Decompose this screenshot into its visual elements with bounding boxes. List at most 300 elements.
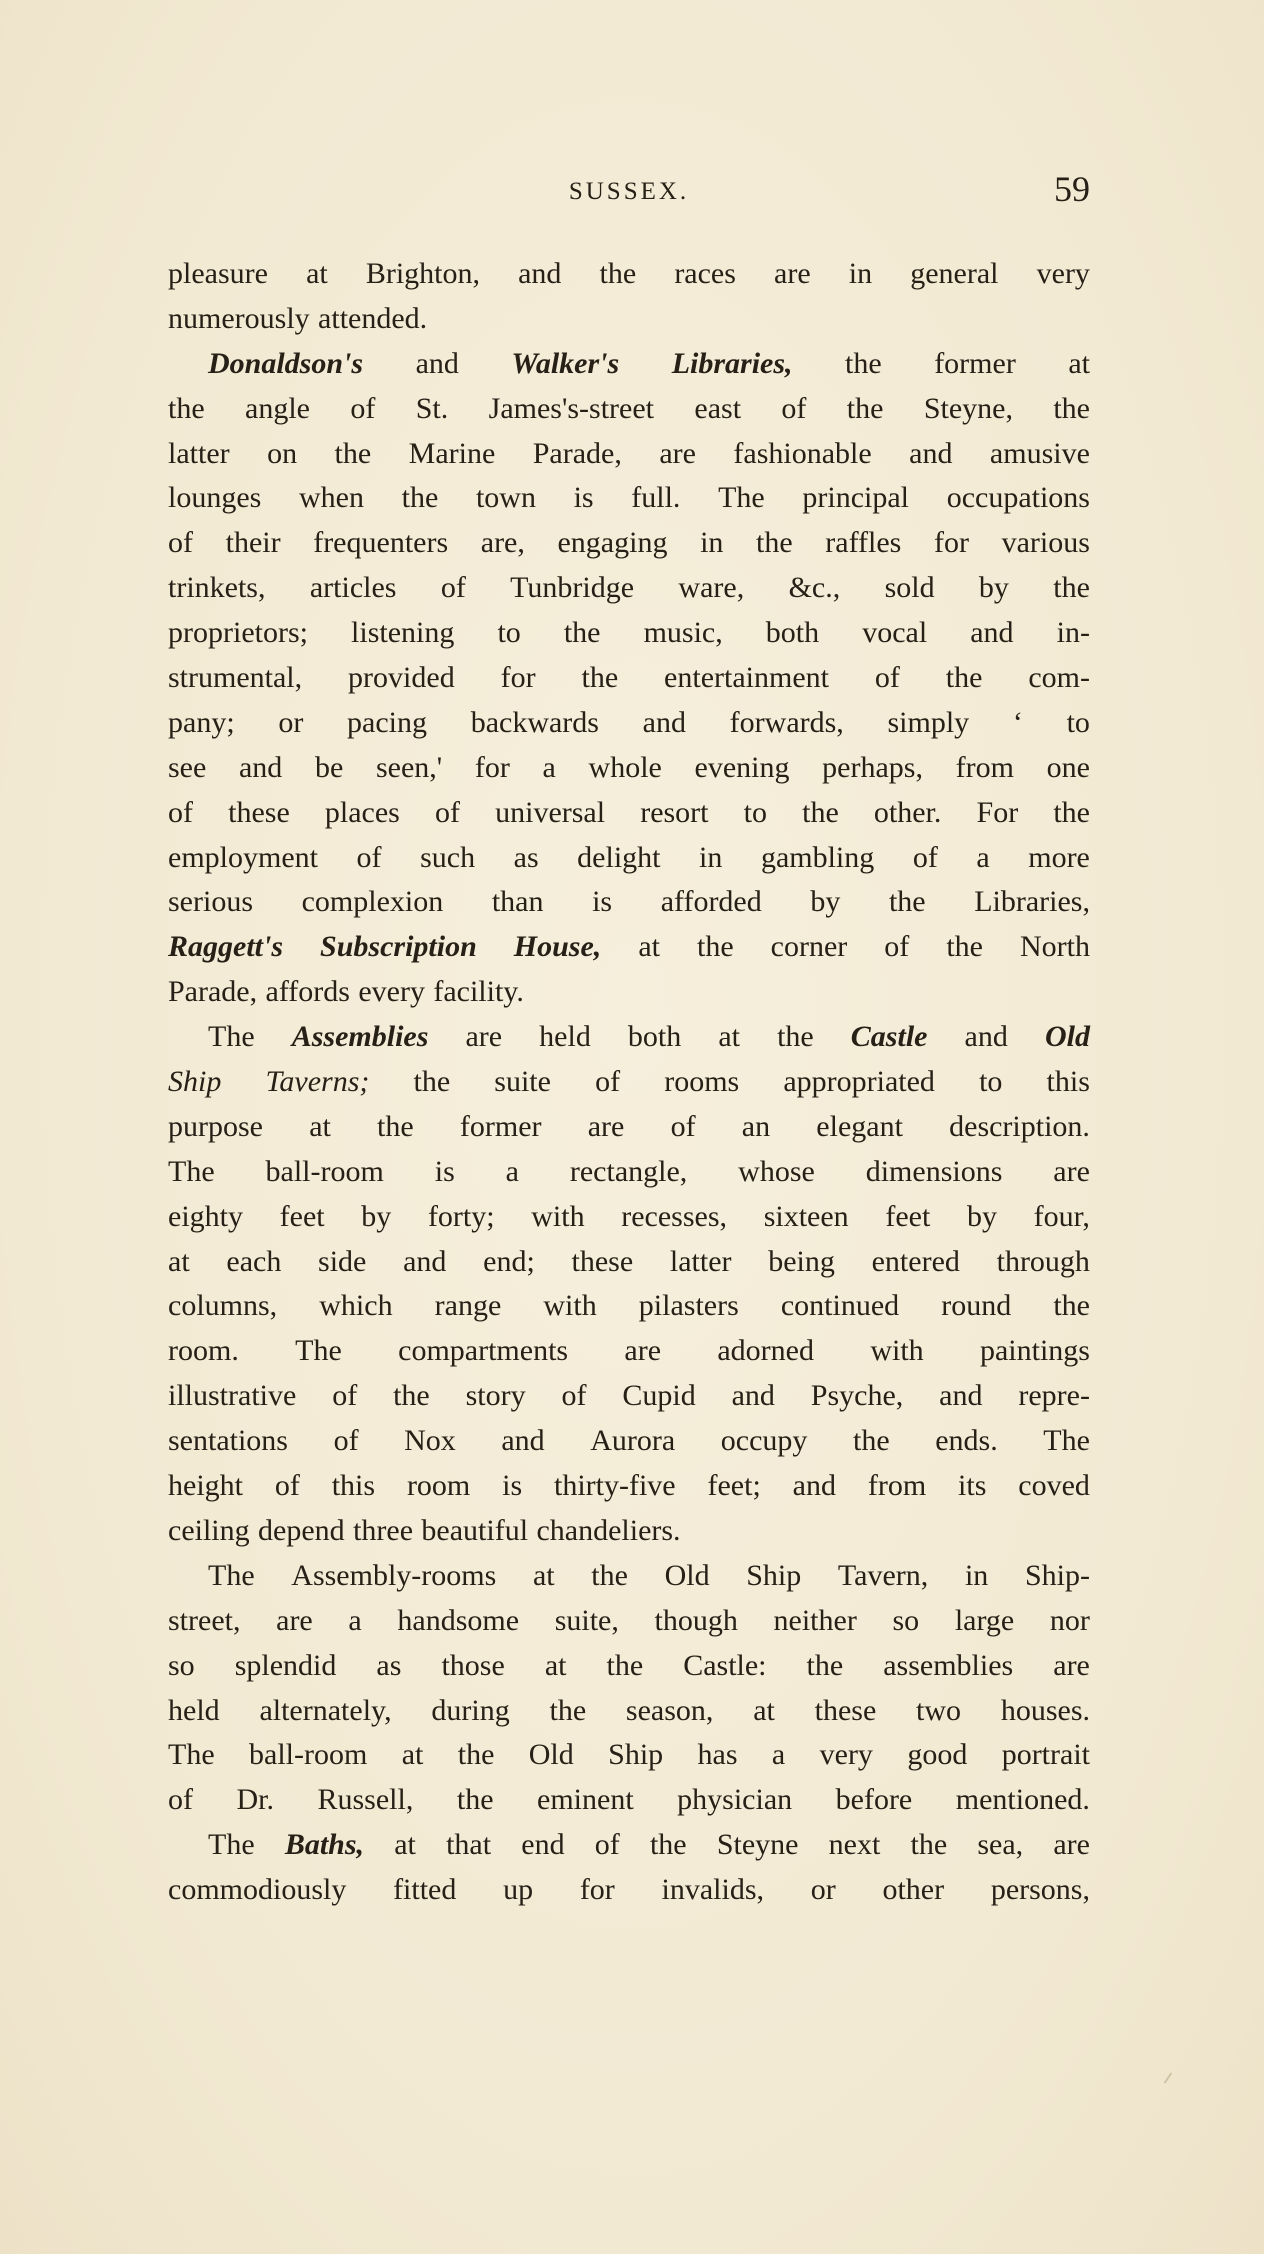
text-line bbox=[168, 1599, 1090, 1644]
word: the bbox=[649, 1828, 687, 1862]
text-line bbox=[168, 701, 1090, 746]
word: held bbox=[168, 1693, 220, 1727]
word: an bbox=[741, 1109, 771, 1143]
word: mentioned. bbox=[955, 1783, 1090, 1817]
word: for bbox=[500, 661, 536, 695]
word: at bbox=[532, 1558, 555, 1592]
word: of bbox=[356, 840, 382, 874]
word: repre- bbox=[1018, 1379, 1090, 1413]
word: suite bbox=[494, 1065, 551, 1099]
word: thirty-five bbox=[554, 1469, 676, 1503]
word: Tunbridge bbox=[510, 571, 635, 605]
word: alternately, bbox=[259, 1693, 392, 1727]
word: of bbox=[434, 795, 460, 829]
word: neither bbox=[773, 1603, 857, 1637]
text-line bbox=[168, 1509, 1090, 1554]
word: the bbox=[563, 616, 601, 650]
word: is bbox=[592, 885, 613, 919]
word: these bbox=[571, 1244, 634, 1278]
word: are bbox=[1053, 1828, 1090, 1862]
word: from bbox=[955, 750, 1014, 784]
word: and bbox=[415, 346, 459, 380]
word: Taverns; bbox=[265, 1065, 370, 1099]
word: House, bbox=[513, 930, 602, 964]
word: four, bbox=[1033, 1199, 1090, 1233]
word: to bbox=[743, 795, 767, 829]
word: latter bbox=[669, 1244, 732, 1278]
text-line bbox=[168, 1733, 1090, 1778]
word: and bbox=[518, 257, 562, 290]
word: Assembly-rooms bbox=[291, 1558, 497, 1592]
word: Parade, bbox=[532, 436, 622, 470]
word: engaging bbox=[557, 526, 668, 560]
word: in bbox=[964, 1558, 989, 1592]
word: in- bbox=[1056, 616, 1090, 650]
word: in bbox=[848, 257, 873, 290]
word: both bbox=[765, 616, 820, 650]
word: whole bbox=[588, 750, 662, 784]
text-line bbox=[168, 1195, 1090, 1240]
word: gambling bbox=[760, 840, 875, 874]
word: be bbox=[314, 750, 344, 784]
word: &c., bbox=[788, 571, 841, 605]
word: very bbox=[1036, 257, 1090, 290]
word: pleasure bbox=[168, 257, 268, 290]
word: of bbox=[595, 1065, 621, 1099]
word: North bbox=[1019, 930, 1090, 964]
text-line bbox=[168, 1419, 1090, 1464]
word: one bbox=[1046, 750, 1090, 784]
text-line bbox=[168, 1015, 1090, 1060]
word: affords bbox=[265, 975, 350, 1009]
word: a bbox=[505, 1154, 519, 1188]
word: pany; bbox=[168, 705, 235, 739]
word: commodiously bbox=[168, 1873, 347, 1907]
word: whose bbox=[738, 1154, 815, 1188]
text-line bbox=[168, 925, 1090, 970]
word: Steyne bbox=[716, 1828, 799, 1862]
word: listening bbox=[351, 616, 455, 650]
word: as bbox=[376, 1648, 402, 1682]
word: and bbox=[731, 1379, 775, 1413]
word: to bbox=[1066, 705, 1090, 739]
text-line bbox=[168, 252, 1090, 297]
text-line bbox=[168, 1284, 1090, 1329]
word: Psyche, bbox=[810, 1379, 904, 1413]
word: appropriated bbox=[783, 1065, 935, 1099]
text-line bbox=[168, 1060, 1090, 1105]
word: The bbox=[208, 1828, 255, 1862]
word: are bbox=[1053, 1154, 1090, 1188]
word: provided bbox=[348, 661, 455, 695]
word: each bbox=[226, 1244, 282, 1278]
word: or bbox=[810, 1873, 836, 1907]
word: former bbox=[934, 346, 1016, 380]
word: of bbox=[912, 840, 938, 874]
word: Raggett's bbox=[168, 930, 284, 964]
word: by bbox=[810, 885, 841, 919]
word: The bbox=[168, 1738, 215, 1772]
word: sixteen bbox=[763, 1199, 849, 1233]
word: Castle bbox=[850, 1020, 928, 1054]
word: Walker's bbox=[511, 346, 620, 380]
word: Dr. bbox=[236, 1783, 274, 1817]
word: other. bbox=[873, 795, 942, 829]
word: races bbox=[674, 257, 736, 290]
word: adorned bbox=[717, 1334, 814, 1368]
word: the bbox=[845, 346, 882, 380]
word: both bbox=[627, 1020, 682, 1054]
word: and bbox=[642, 705, 686, 739]
word: and bbox=[403, 1244, 447, 1278]
word: rectangle, bbox=[569, 1154, 688, 1188]
word: the bbox=[1053, 391, 1090, 425]
word: has bbox=[697, 1738, 738, 1772]
word: of bbox=[332, 1379, 358, 1413]
word: height bbox=[168, 1469, 243, 1503]
word: the bbox=[591, 1558, 628, 1592]
word: The bbox=[295, 1334, 342, 1368]
word: are bbox=[587, 1109, 625, 1143]
word: the bbox=[456, 1783, 494, 1817]
word: universal bbox=[495, 795, 606, 829]
text-line bbox=[168, 1105, 1090, 1150]
word: Old bbox=[1044, 1020, 1090, 1054]
word: are, bbox=[480, 526, 525, 560]
word: at bbox=[753, 1693, 775, 1727]
word: see bbox=[168, 750, 207, 784]
word: a bbox=[771, 1738, 786, 1772]
word: the bbox=[756, 526, 793, 560]
word: forty; bbox=[427, 1199, 495, 1233]
word: ball-room bbox=[249, 1738, 368, 1772]
word: the bbox=[393, 1379, 430, 1413]
word: this bbox=[1046, 1065, 1090, 1099]
word: through bbox=[996, 1244, 1090, 1278]
text-line bbox=[168, 656, 1090, 701]
word: of bbox=[333, 1424, 359, 1458]
text-line bbox=[168, 1868, 1090, 1913]
word: a bbox=[348, 1603, 362, 1637]
word: coved bbox=[1018, 1469, 1090, 1503]
word: the bbox=[777, 1020, 814, 1054]
word: Parade, bbox=[168, 975, 258, 1009]
word: rooms bbox=[664, 1065, 740, 1099]
word: a bbox=[542, 750, 556, 784]
word: ends. bbox=[935, 1424, 998, 1458]
text-line bbox=[168, 432, 1090, 477]
word: handsome bbox=[397, 1603, 520, 1637]
text-line bbox=[168, 342, 1090, 387]
word: afforded bbox=[660, 885, 762, 919]
text-line bbox=[168, 387, 1090, 432]
word: end bbox=[521, 1828, 565, 1862]
word: backwards bbox=[470, 705, 599, 739]
word: the bbox=[1053, 795, 1090, 829]
word: are bbox=[1053, 1648, 1090, 1682]
word: Ship- bbox=[1024, 1558, 1090, 1592]
word: Aurora bbox=[590, 1424, 676, 1458]
word: Ship bbox=[168, 1065, 222, 1099]
word: for bbox=[933, 526, 969, 560]
word: dimensions bbox=[865, 1154, 1003, 1188]
text-line bbox=[168, 880, 1090, 925]
word: Marine bbox=[408, 436, 496, 470]
word: paintings bbox=[979, 1334, 1090, 1368]
word: at bbox=[394, 1828, 416, 1862]
word: or bbox=[278, 705, 304, 739]
word: good bbox=[907, 1738, 968, 1772]
text-line bbox=[168, 521, 1090, 566]
text-line bbox=[168, 1240, 1090, 1285]
page-number: 59 bbox=[1054, 169, 1090, 209]
word: the bbox=[413, 1065, 451, 1099]
word: are bbox=[276, 1603, 313, 1637]
word: sentations bbox=[168, 1424, 288, 1458]
word: up bbox=[503, 1873, 534, 1907]
word: Tavern, bbox=[837, 1558, 929, 1592]
word: physician bbox=[677, 1783, 793, 1817]
word: a bbox=[976, 840, 990, 874]
word: the bbox=[910, 1828, 948, 1862]
word: every bbox=[358, 975, 425, 1009]
word: attended. bbox=[318, 301, 428, 335]
word: the bbox=[457, 1738, 495, 1772]
word: beautiful bbox=[421, 1513, 529, 1547]
word: from bbox=[867, 1469, 927, 1503]
word: in bbox=[699, 840, 723, 874]
word: assemblies bbox=[883, 1648, 1014, 1682]
word: vocal bbox=[862, 616, 928, 650]
word: are bbox=[659, 436, 696, 470]
word: eighty bbox=[168, 1199, 243, 1233]
text-line bbox=[168, 1554, 1090, 1599]
word: though bbox=[654, 1603, 738, 1637]
word: the bbox=[846, 391, 884, 425]
word: with bbox=[870, 1334, 924, 1368]
word: by bbox=[966, 1199, 997, 1233]
word: entertainment bbox=[664, 661, 829, 695]
word: occupations bbox=[946, 481, 1090, 515]
word: Donaldson's bbox=[208, 346, 364, 380]
word: perhaps, bbox=[822, 750, 923, 784]
word: of bbox=[168, 1783, 193, 1817]
word: other bbox=[882, 1873, 945, 1907]
word: The bbox=[1043, 1424, 1090, 1458]
word: portrait bbox=[1001, 1738, 1090, 1772]
word: numerously bbox=[168, 301, 310, 335]
word: The bbox=[168, 1154, 215, 1188]
text-line bbox=[168, 476, 1090, 521]
word: description. bbox=[949, 1109, 1090, 1143]
word: complexion bbox=[301, 885, 444, 919]
word: occupy bbox=[720, 1424, 808, 1458]
word: to bbox=[979, 1065, 1003, 1099]
word: sea, bbox=[977, 1828, 1024, 1862]
word: large bbox=[954, 1603, 1015, 1637]
word: at bbox=[718, 1020, 740, 1054]
word: compartments bbox=[398, 1334, 569, 1368]
running-title: SUSSEX. bbox=[568, 178, 690, 205]
text-line bbox=[168, 1329, 1090, 1374]
word: the bbox=[168, 391, 205, 425]
running-head bbox=[168, 168, 1090, 212]
word: persons, bbox=[990, 1873, 1090, 1907]
word: of bbox=[670, 1109, 696, 1143]
word: Libraries, bbox=[974, 885, 1090, 919]
word: employment bbox=[168, 840, 318, 874]
word: Ship bbox=[608, 1738, 664, 1772]
word: at bbox=[544, 1648, 567, 1682]
word: articles bbox=[309, 571, 397, 605]
text-line bbox=[168, 611, 1090, 656]
word: at bbox=[401, 1738, 424, 1772]
word: during bbox=[431, 1693, 510, 1727]
word: at bbox=[306, 257, 328, 290]
word: the bbox=[852, 1424, 890, 1458]
word: The bbox=[208, 1020, 255, 1054]
word: Nox bbox=[404, 1424, 456, 1458]
word: ware, bbox=[678, 571, 745, 605]
word: continued bbox=[780, 1289, 900, 1323]
word: are bbox=[465, 1020, 503, 1054]
word: feet; bbox=[707, 1469, 761, 1503]
word: that bbox=[446, 1828, 492, 1862]
word: the bbox=[802, 795, 839, 829]
word: of bbox=[594, 1828, 620, 1862]
word: Cupid bbox=[622, 1379, 696, 1413]
word: places bbox=[324, 795, 400, 829]
word: before bbox=[835, 1783, 913, 1817]
word: former bbox=[459, 1109, 542, 1143]
word: with bbox=[531, 1199, 585, 1233]
text-line bbox=[168, 1374, 1090, 1419]
word: recesses, bbox=[621, 1199, 728, 1233]
word: For bbox=[976, 795, 1019, 829]
word: eminent bbox=[537, 1783, 634, 1817]
word: room bbox=[406, 1469, 471, 1503]
word: houses. bbox=[1000, 1693, 1090, 1727]
word: nor bbox=[1049, 1603, 1090, 1637]
word: delight bbox=[577, 840, 661, 874]
word: are bbox=[774, 257, 811, 290]
word: which bbox=[319, 1289, 393, 1323]
body-text bbox=[168, 252, 1090, 1913]
word: The bbox=[208, 1558, 255, 1592]
word: St. bbox=[415, 391, 449, 425]
word: the bbox=[806, 1648, 844, 1682]
word: purpose bbox=[168, 1109, 263, 1143]
word: more bbox=[1028, 840, 1090, 874]
word: fashionable bbox=[733, 436, 872, 470]
text-line bbox=[168, 970, 1090, 1015]
word: various bbox=[1001, 526, 1090, 560]
word: the bbox=[377, 1109, 414, 1143]
word: ball-room bbox=[265, 1154, 384, 1188]
word: general bbox=[910, 257, 999, 290]
word: corner bbox=[770, 930, 848, 964]
word: fitted bbox=[393, 1873, 457, 1907]
text-line bbox=[168, 1823, 1090, 1868]
word: facility. bbox=[433, 975, 524, 1009]
word: at bbox=[1068, 346, 1090, 380]
word: when bbox=[298, 481, 364, 515]
word: season, bbox=[625, 1693, 714, 1727]
word: are bbox=[624, 1334, 662, 1368]
word: the bbox=[946, 930, 983, 964]
word: so bbox=[168, 1648, 195, 1682]
word: its bbox=[958, 1469, 987, 1503]
word: the bbox=[1053, 1289, 1090, 1323]
word: feet bbox=[885, 1199, 931, 1233]
word: of bbox=[274, 1469, 300, 1503]
word: Steyne, bbox=[923, 391, 1013, 425]
word: angle bbox=[245, 391, 310, 425]
text-line bbox=[168, 1644, 1090, 1689]
word: street, bbox=[168, 1603, 241, 1637]
word: lounges bbox=[168, 481, 262, 515]
word: at bbox=[168, 1244, 190, 1278]
word: these bbox=[228, 795, 290, 829]
word: room. bbox=[168, 1334, 239, 1368]
word: and bbox=[501, 1424, 545, 1458]
word: Brighton, bbox=[365, 257, 480, 290]
word: for bbox=[579, 1873, 615, 1907]
word: strumental, bbox=[168, 661, 303, 695]
word: forwards, bbox=[729, 705, 844, 739]
word: of bbox=[350, 391, 376, 425]
word: The bbox=[718, 481, 765, 515]
word: is bbox=[573, 481, 594, 515]
word: trinkets, bbox=[168, 571, 266, 605]
word: and bbox=[238, 750, 283, 784]
word: for bbox=[474, 750, 510, 784]
word: and bbox=[939, 1379, 983, 1413]
word: range bbox=[434, 1289, 502, 1323]
word: ‘ bbox=[1012, 705, 1023, 739]
word: frequenters bbox=[313, 526, 449, 560]
word: such bbox=[420, 840, 476, 874]
word: two bbox=[916, 1693, 962, 1727]
paper-mark bbox=[1164, 2073, 1173, 2084]
word: Ship bbox=[746, 1558, 802, 1592]
word: at bbox=[309, 1109, 331, 1143]
word: full. bbox=[631, 481, 681, 515]
word: those bbox=[441, 1648, 505, 1682]
word: by bbox=[361, 1199, 392, 1233]
word: the bbox=[401, 481, 439, 515]
word: raffles bbox=[825, 526, 902, 560]
text-line bbox=[168, 746, 1090, 791]
text-line bbox=[168, 791, 1090, 836]
word: to bbox=[497, 616, 521, 650]
word: the bbox=[549, 1693, 587, 1727]
word: entered bbox=[871, 1244, 960, 1278]
word: three bbox=[353, 1513, 414, 1547]
word: is bbox=[434, 1154, 455, 1188]
word: the bbox=[696, 930, 734, 964]
word: of bbox=[884, 930, 910, 964]
word: and bbox=[792, 1469, 836, 1503]
word: Baths, bbox=[284, 1828, 365, 1862]
word: invalids, bbox=[661, 1873, 765, 1907]
word: amusive bbox=[989, 436, 1090, 470]
word: their bbox=[225, 526, 281, 560]
word: the bbox=[888, 885, 926, 919]
text-line bbox=[168, 566, 1090, 611]
word: of bbox=[168, 526, 193, 560]
word: side bbox=[318, 1244, 367, 1278]
